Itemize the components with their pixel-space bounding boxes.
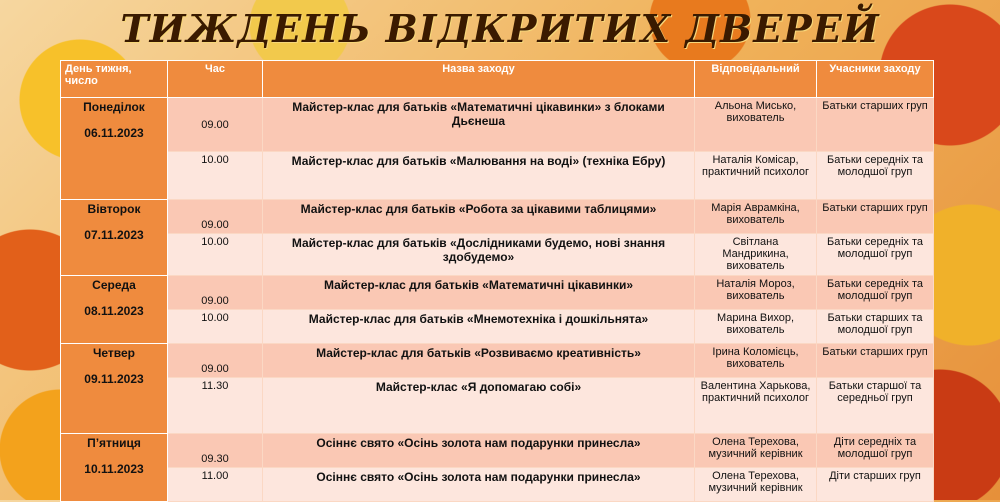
event-cell: Майстер-клас для батьків «Розвиваємо креативність» bbox=[263, 344, 695, 378]
responsible-cell: Альона Мисько, вихователь bbox=[695, 98, 817, 152]
event-cell: Майстер-клас для батьків «Дослідниками будемо, нові знання здобудемо» bbox=[263, 234, 695, 276]
day-cell bbox=[61, 98, 168, 200]
table-row bbox=[61, 152, 934, 200]
participants-cell: Діти старших груп bbox=[817, 468, 934, 502]
time-cell: 10.00 bbox=[168, 234, 263, 276]
table-row bbox=[61, 344, 934, 378]
event-cell: Осіннє свято «Осінь золота нам подарунки принесла» bbox=[263, 468, 695, 502]
participants-cell: Батьки старших груп bbox=[817, 98, 934, 152]
day-cell bbox=[61, 200, 168, 276]
responsible-cell: Марина Вихор, вихователь bbox=[695, 310, 817, 344]
header-event: Назва заходу bbox=[263, 61, 695, 98]
time-cell: 11.00 bbox=[168, 468, 263, 502]
responsible-cell: Олена Терехова, музичний керівник bbox=[695, 468, 817, 502]
event-cell: Майстер-клас для батьків «Мнемотехніка і дошкільнята» bbox=[263, 310, 695, 344]
event-cell: Майстер-клас «Я допомагаю собі» bbox=[263, 378, 695, 434]
time-cell: 11.30 bbox=[168, 378, 263, 434]
event-cell: Майстер-клас для батьків «Математичні цікавинки» bbox=[263, 276, 695, 310]
day-name: П’ятниця bbox=[87, 436, 141, 450]
day-cell bbox=[61, 276, 168, 344]
responsible-cell: Світлана Мандрикина, вихователь bbox=[695, 234, 817, 276]
header-day: День тижня, число bbox=[61, 61, 168, 98]
event-cell: Майстер-клас для батьків «Робота за цікавими таблицями» bbox=[263, 200, 695, 234]
day-date: 08.11.2023 bbox=[84, 304, 144, 318]
participants-cell: Батьки старших та молодшої груп bbox=[817, 310, 934, 344]
event-cell: Осіннє свято «Осінь золота нам подарунки принесла» bbox=[263, 434, 695, 468]
table-row bbox=[61, 434, 934, 468]
table-row bbox=[61, 468, 934, 502]
responsible-cell: Марія Аврамкіна, вихователь bbox=[695, 200, 817, 234]
day-name: Вівторок bbox=[87, 202, 141, 216]
table-row bbox=[61, 98, 934, 152]
event-cell: Майстер-клас для батьків «Малювання на воді» (техніка Ебру) bbox=[263, 152, 695, 200]
day-date: 07.11.2023 bbox=[84, 228, 144, 242]
day-cell bbox=[61, 434, 168, 502]
responsible-cell: Валентина Харькова, практичний психолог bbox=[695, 378, 817, 434]
event-cell: Майстер-клас для батьків «Математичні цікавинки» з блоками Дьєнеша bbox=[263, 98, 695, 152]
schedule-table bbox=[60, 60, 934, 502]
time-cell: 09.30 bbox=[168, 434, 263, 468]
header-time: Час bbox=[168, 61, 263, 98]
table-row bbox=[61, 276, 934, 310]
responsible-cell: Наталія Комісар, практичний психолог bbox=[695, 152, 817, 200]
table-row bbox=[61, 378, 934, 434]
participants-cell: Батьки середніх та молодшої груп bbox=[817, 234, 934, 276]
day-name: Понеділок bbox=[83, 100, 145, 114]
time-cell: 10.00 bbox=[168, 152, 263, 200]
responsible-cell: Ірина Коломієць, вихователь bbox=[695, 344, 817, 378]
page-title: ТИЖДЕНЬ ВІДКРИТИХ ДВЕРЕЙ bbox=[120, 6, 880, 51]
participants-cell: Батьки середніх та молодшої груп bbox=[817, 152, 934, 200]
header-participants: Учасники заходу bbox=[817, 61, 934, 98]
responsible-cell: Олена Терехова, музичний керівник bbox=[695, 434, 817, 468]
participants-cell: Батьки старших груп bbox=[817, 200, 934, 234]
header-row bbox=[61, 61, 934, 98]
table-row bbox=[61, 310, 934, 344]
day-date: 10.11.2023 bbox=[84, 462, 144, 476]
responsible-cell: Наталія Мороз, вихователь bbox=[695, 276, 817, 310]
table-row bbox=[61, 200, 934, 234]
time-cell: 10.00 bbox=[168, 310, 263, 344]
time-cell: 09.00 bbox=[168, 344, 263, 378]
day-date: 06.11.2023 bbox=[84, 126, 144, 140]
day-date: 09.11.2023 bbox=[84, 372, 144, 386]
time-cell: 09.00 bbox=[168, 98, 263, 152]
day-name: Четвер bbox=[92, 346, 136, 360]
header-responsible: Відповідальний bbox=[695, 61, 817, 98]
participants-cell: Діти середніх та молодшої груп bbox=[817, 434, 934, 468]
day-cell bbox=[61, 344, 168, 434]
participants-cell: Батьки середніх та молодшої груп bbox=[817, 276, 934, 310]
day-name: Середа bbox=[92, 278, 136, 292]
time-cell: 09.00 bbox=[168, 200, 263, 234]
participants-cell: Батьки старшої та середньої груп bbox=[817, 378, 934, 434]
time-cell: 09.00 bbox=[168, 276, 263, 310]
table-row bbox=[61, 234, 934, 276]
participants-cell: Батьки старших груп bbox=[817, 344, 934, 378]
